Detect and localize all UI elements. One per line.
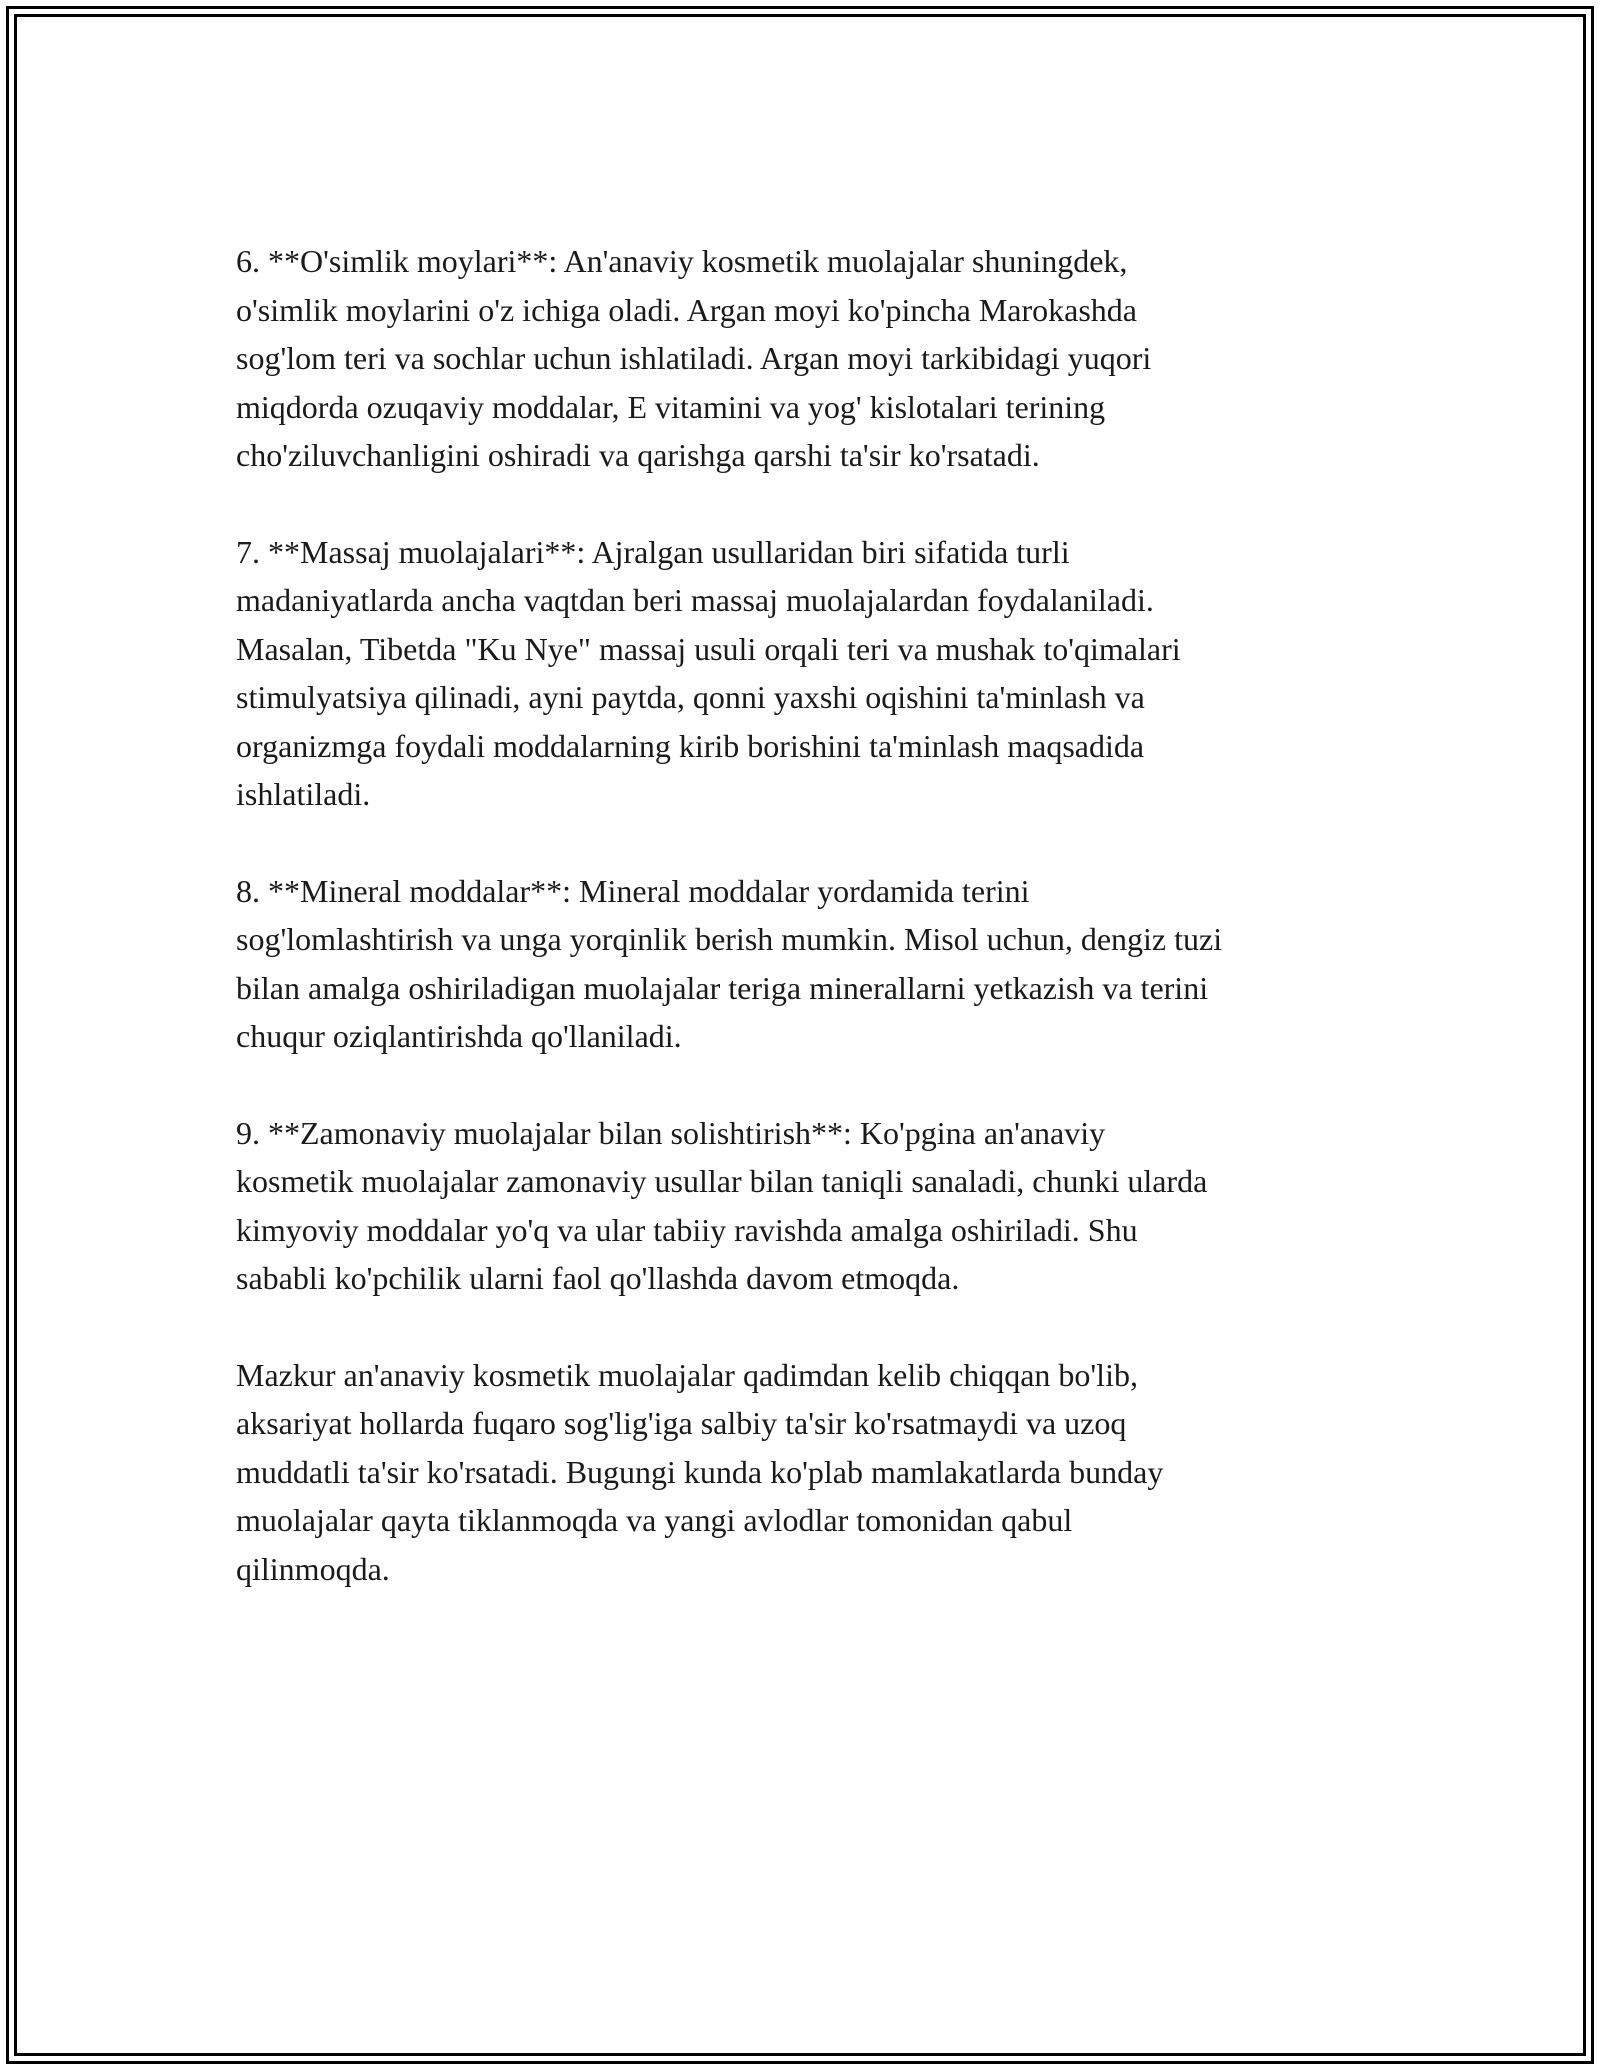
text-line: kosmetik muolajalar zamonaviy usullar bilan taniqli sanaladi, chunki ularda (236, 1163, 1208, 1199)
paragraph-massage (236, 528, 1376, 819)
text-line: miqdorda ozuqaviy moddalar, E vitamini va yog' kislotalari terining (236, 388, 1106, 425)
text-line: aksariyat hollarda fuqaro sog'lig'iga salbiy ta'sir ko'rsatmaydi va uzoq (236, 1405, 1127, 1441)
text-line: 8. **Mineral moddalar**: Mineral moddalar yordamida terini (236, 872, 1030, 909)
document-body (236, 237, 1376, 1641)
text-line: 6. **O'simlik moylari**: An'anaviy kosmetik muolajalar shuningdek, (236, 243, 1128, 279)
text-line: qilinmoqda. (236, 1550, 390, 1587)
text-line: kimyoviy moddalar yo'q va ular tabiiy ravishda amalga oshiriladi. Shu (236, 1211, 1138, 1248)
text-line: 7. **Massaj muolajalari**: Ajralgan usullaridan biri sifatida turli (236, 533, 1070, 570)
paragraph-minerals (236, 867, 1376, 1061)
text-line: o'simlik moylarini o'z ichiga oladi. Argan moyi ko'pincha Marokashda (236, 291, 1137, 328)
text-line: muolajalar qayta tiklanmoqda va yangi avlodlar tomonidan qabul (236, 1502, 1073, 1538)
text-line: 9. **Zamonaviy muolajalar bilan solishtirish**: Ko'pgina an'anaviy (236, 1114, 1106, 1151)
text-line: sog'lomlashtirish va unga yorqinlik berish mumkin. Misol uchun, dengiz tuzi (236, 921, 1223, 957)
text-line: chuqur oziqlantirishda qo'llaniladi. (236, 1018, 682, 1054)
paragraph-plant-oils (236, 237, 1376, 480)
paragraph-modern-comparison (236, 1109, 1376, 1303)
text-line: ishlatiladi. (236, 776, 371, 812)
text-line: sog'lom teri va sochlar uchun ishlatiladi. Argan moyi tarkibidagi yuqori (236, 340, 1152, 376)
text-line: stimulyatsiya qilinadi, ayni paytda, qonni yaxshi oqishini ta'minlash va (236, 679, 1145, 715)
text-line: organizmga foydali moddalarning kirib borishini ta'minlash maqsadida (236, 727, 1145, 764)
text-line: Masalan, Tibetda "Ku Nye" massaj usuli orqali teri va mushak to'qimalari (236, 630, 1181, 667)
text-line: cho'ziluvchanligini oshiradi va qarishga qarshi ta'sir ko'rsatadi. (236, 437, 1040, 473)
text-line: Mazkur an'anaviy kosmetik muolajalar qadimdan kelib chiqqan bo'lib, (236, 1356, 1138, 1393)
text-line: bilan amalga oshiriladigan muolajalar teriga minerallarni yetkazish va terini (236, 969, 1209, 1006)
text-line: sababli ko'pchilik ularni faol qo'llashda davom etmoqda. (236, 1260, 960, 1296)
text-line: muddatli ta'sir ko'rsatadi. Bugungi kunda ko'plab mamlakatlarda bunday (236, 1453, 1164, 1490)
text-line: madaniyatlarda ancha vaqtdan beri massaj muolajalardan foydalaniladi. (236, 582, 1154, 618)
paragraph-conclusion (236, 1351, 1376, 1594)
